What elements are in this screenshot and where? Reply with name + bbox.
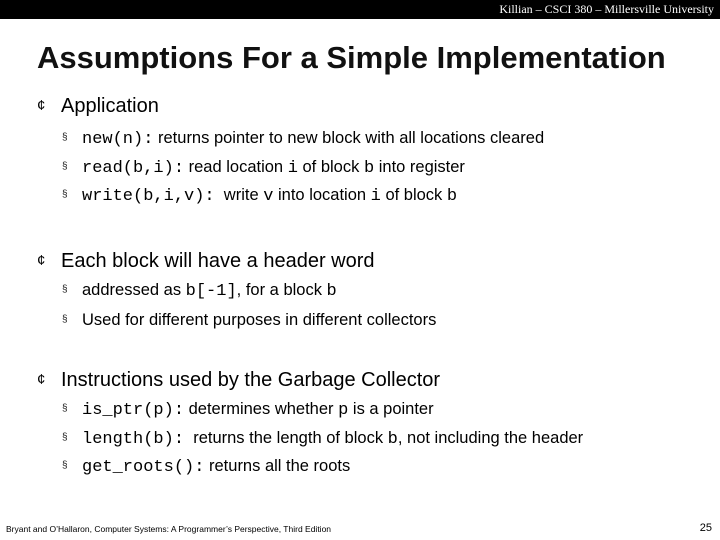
sub-text: write	[214, 186, 264, 204]
footer-source: Bryant and O’Hallaron, Computer Systems: A Programmer’s Perspective, Third Edition	[6, 524, 332, 534]
code-get-roots: get_roots():	[82, 458, 205, 477]
code-b: b	[363, 159, 375, 178]
sub-text: , for a block	[236, 281, 327, 299]
sub-bullet-icon: §	[62, 403, 68, 414]
sub-text: returns pointer to new block with all locations cleared	[153, 129, 545, 147]
sub-bullet-icon: §	[62, 132, 68, 143]
code-b-minus-1: b[-1]	[185, 282, 237, 301]
bullet-label: Application	[61, 95, 159, 117]
code-read: read(b,i):	[82, 159, 185, 178]
sub-text: into location	[273, 186, 371, 204]
sub-bullet-purposes	[62, 311, 436, 330]
header-text: Killian – CSCI 380 – Millersville University	[499, 2, 714, 16]
code-i: i	[370, 187, 381, 206]
code-new: new(n):	[82, 130, 154, 149]
code-b: b	[446, 187, 458, 206]
sub-bullet-icon: §	[62, 460, 68, 471]
slide-title: Assumptions For a Simple Implementation	[37, 40, 666, 75]
page-number: 25	[699, 522, 712, 534]
code-p: p	[338, 401, 349, 420]
bullet-label: Instructions used by the Garbage Collector	[61, 369, 441, 391]
sub-text: returns all the roots	[204, 457, 351, 475]
sub-bullet-icon: §	[62, 161, 68, 172]
code-length: length(b):	[82, 430, 185, 449]
sub-bullet-write	[62, 186, 457, 206]
code-b: b	[326, 282, 337, 301]
sub-text: , not including the header	[397, 429, 584, 447]
sub-bullet-read	[62, 158, 465, 178]
sub-bullet-get-roots	[62, 457, 350, 477]
sub-text: is a pointer	[348, 400, 434, 418]
sub-bullet-icon: §	[62, 432, 68, 443]
sub-text: addressed as	[82, 281, 186, 299]
sub-bullet-icon: §	[62, 189, 68, 200]
sub-text: returns the length of block	[184, 429, 388, 447]
sub-text: Used for different purposes in different collectors	[82, 311, 437, 329]
bullet-gc-instructions	[37, 369, 440, 392]
sub-bullet-icon: §	[62, 314, 68, 325]
bullet-header-word	[37, 250, 375, 273]
code-b: b	[387, 430, 398, 449]
sub-text: read location	[184, 158, 288, 176]
code-write: write(b,i,v):	[82, 187, 215, 206]
code-i: i	[287, 159, 298, 178]
sub-bullet-is-ptr	[62, 400, 434, 420]
sub-bullet-length	[62, 429, 583, 449]
sub-bullet-addressed	[62, 281, 337, 301]
header-bar	[0, 0, 720, 19]
sub-text: of block	[380, 186, 447, 204]
bullet-icon: ¢	[37, 97, 46, 114]
sub-text: determines whether	[184, 400, 339, 418]
sub-text: into register	[374, 158, 465, 176]
bullet-icon: ¢	[37, 371, 46, 388]
sub-bullet-icon: §	[62, 284, 68, 295]
code-v: v	[263, 187, 274, 206]
bullet-application	[37, 95, 159, 118]
bullet-icon: ¢	[37, 252, 46, 269]
bullet-label: Each block will have a header word	[61, 250, 375, 272]
sub-text: of block	[297, 158, 364, 176]
sub-bullet-new	[62, 129, 544, 149]
code-is-ptr: is_ptr(p):	[82, 401, 185, 420]
